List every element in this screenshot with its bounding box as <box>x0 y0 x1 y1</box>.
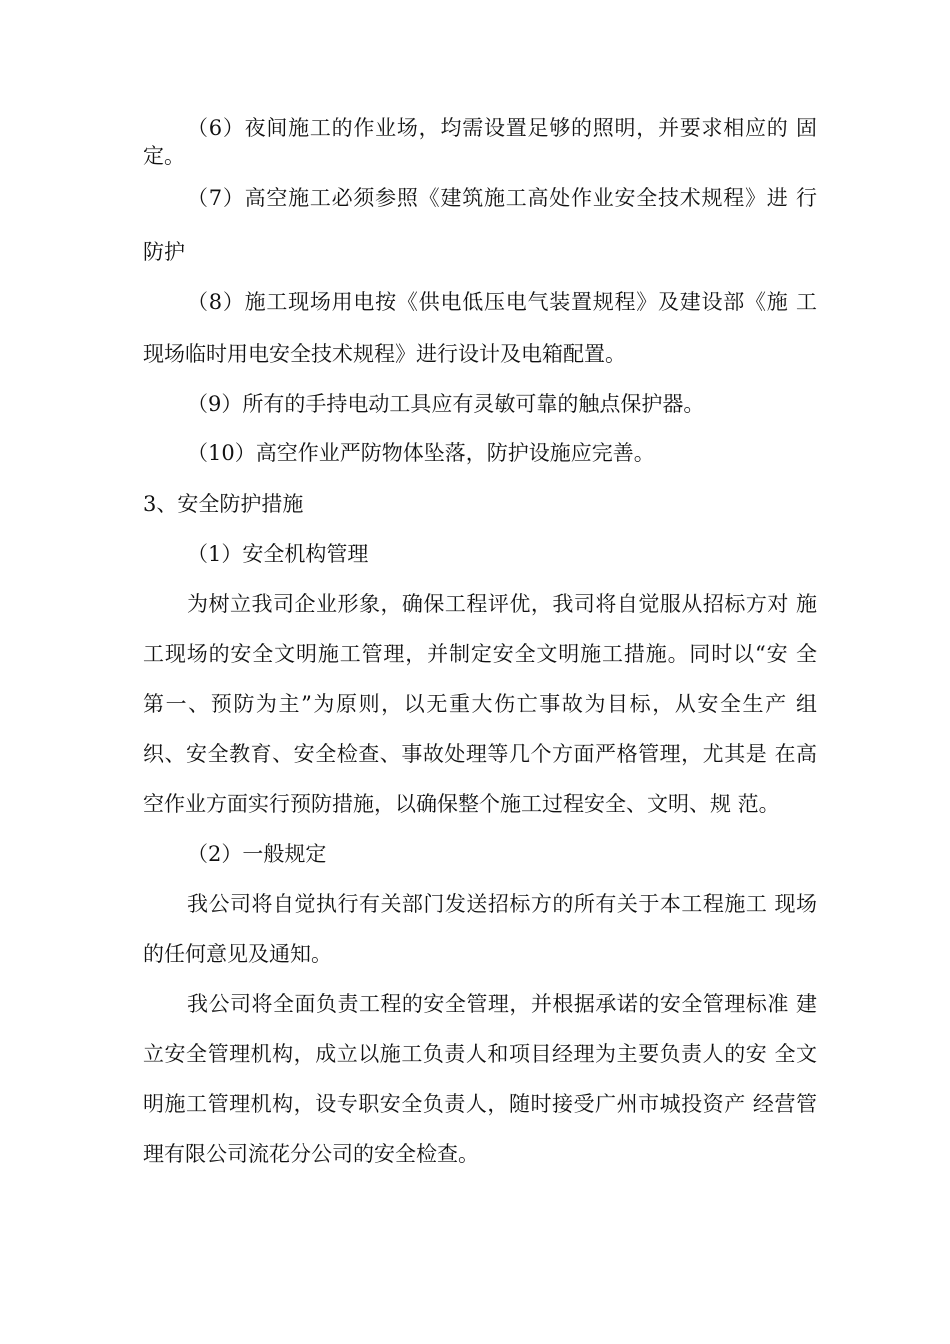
paragraph-c-line-2: 立安全管理机构，成立以施工负责人和项目经理为主要负责人的安 全文 <box>143 1042 817 1066</box>
paragraph-a-line-3: 第一、预防为主”为原则，以无重大伤亡事故为目标，从安全生产 组 <box>143 692 817 716</box>
paragraph-item-6-line-2: 定。 <box>143 144 185 168</box>
subheading-2: （2）一般规定 <box>187 842 327 866</box>
section-heading-3: 3、安全防护措施 <box>143 492 304 516</box>
paragraph-c-line-1: 我公司将全面负责工程的安全管理，并根据承诺的安全管理标准 建 <box>187 992 817 1016</box>
paragraph-a-line-5: 空作业方面实行预防措施，以确保整个施工过程安全、文明、规 范。 <box>143 792 780 816</box>
subheading-1: （1）安全机构管理 <box>187 542 369 566</box>
paragraph-a-line-1: 为树立我司企业形象，确保工程评优，我司将自觉服从招标方对 施 <box>187 592 817 616</box>
paragraph-c-line-3: 明施工管理机构，设专职安全负责人，随时接受广州市城投资产 经营管 <box>143 1092 817 1116</box>
paragraph-item-6-line-1: （6）夜间施工的作业场，均需设置足够的照明，并要求相应的 固 <box>187 116 817 140</box>
paragraph-b-line-1: 我公司将自觉执行有关部门发送招标方的所有关于本工程施工 现场 <box>187 892 817 916</box>
paragraph-a-line-2: 工现场的安全文明施工管理，并制定安全文明施工措施。同时以“安 全 <box>143 642 817 666</box>
paragraph-item-7-line-1: （7）高空施工必须参照《建筑施工高处作业安全技术规程》进 行 <box>187 186 817 210</box>
paragraph-b-line-2: 的任何意见及通知。 <box>143 942 332 966</box>
paragraph-item-7-line-2: 防护 <box>143 240 185 264</box>
paragraph-a-line-4: 织、安全教育、安全检查、事故处理等几个方面严格管理，尤其是 在高 <box>143 742 817 766</box>
paragraph-item-9: （9）所有的手持电动工具应有灵敏可靠的触点保护器。 <box>187 392 705 416</box>
paragraph-item-10: （10）高空作业严防物体坠落，防护设施应完善。 <box>187 441 655 465</box>
paragraph-c-line-4: 理有限公司流花分公司的安全检查。 <box>143 1142 479 1166</box>
paragraph-item-8-line-1: （8）施工现场用电按《供电低压电气装置规程》及建设部《施 工 <box>187 290 817 314</box>
paragraph-item-8-line-2: 现场临时用电安全技术规程》进行设计及电箱配置。 <box>143 342 626 366</box>
